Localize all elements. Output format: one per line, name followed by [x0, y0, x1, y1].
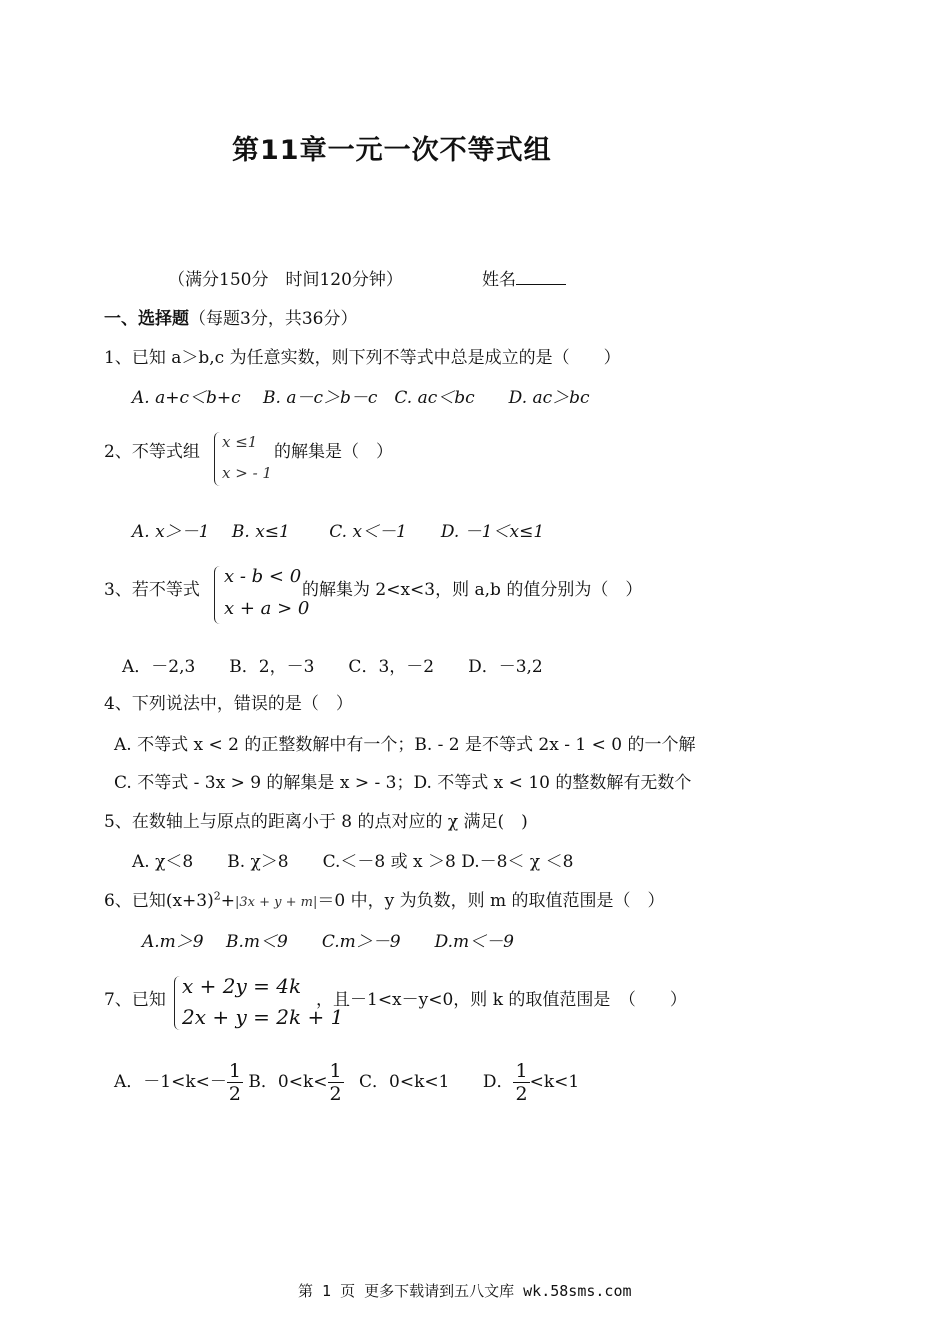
q3-options: A．－2,3 B．2，－3 C．3，－2 D．－3,2 [122, 657, 543, 677]
q2-brace [214, 432, 221, 486]
q7-option-a: A．－1<k<－ [114, 1072, 227, 1092]
section-title: 一、选择题 [104, 309, 189, 329]
q7-eq-2: 2x + y = 2k + 1 [182, 1005, 344, 1029]
q7-frac-a: $\frac{1}{2}$ [228, 1060, 241, 1105]
q7-options [114, 1060, 579, 1105]
q7-option-d-tail: <k<1 [529, 1072, 580, 1092]
exam-info: （满分150分 时间120分钟） [168, 270, 403, 290]
name-field [482, 265, 566, 290]
q2-suffix: 的解集是（ ） [274, 442, 393, 462]
q2-ineq-2: x > - 1 [222, 464, 272, 482]
q6-options: A.m＞9 B.m＜9 C.m＞－9 D.m＜－9 [142, 932, 514, 952]
q5-stem: 5、在数轴上与原点的距离小于 8 的点对应的 χ 满足( ) [104, 812, 528, 832]
q3-ineq-1: x - b < 0 [224, 566, 302, 587]
name-label: 姓名 [482, 270, 516, 290]
q7-eq-1: x + 2y = 4k [182, 974, 302, 998]
page-title: 第11章一元一次不等式组 [232, 135, 552, 166]
q6-prefix: 6、已知(x+3) [104, 891, 214, 911]
q2-prefix: 2、不等式组 [104, 442, 200, 462]
q1-options: A. a+c＜b+c B. a－c＞b－c C. ac＜bc D. ac＞bc [132, 388, 590, 408]
q6-suffix: ＝0 中，y 为负数，则 m 的取值范围是（ ） [317, 891, 665, 911]
name-blank [516, 266, 566, 285]
q7-option-d: D． [482, 1072, 514, 1092]
page-footer: 第 1 页 更多下载请到五八文库 wk.58sms.com [298, 1282, 632, 1300]
q3-brace [214, 566, 221, 624]
q1-stem: 1、已知 a＞b,c 为任意实数，则下列不等式中总是成立的是（ ） [104, 348, 621, 368]
q7-option-b: B．0<k< [248, 1072, 328, 1092]
q7-option-c: C．0<k<1 [359, 1072, 450, 1092]
q3-prefix: 3、若不等式 [104, 580, 200, 600]
q6-stem [104, 886, 665, 911]
q7-brace [174, 976, 181, 1030]
q6-exponent: 2 [213, 889, 221, 903]
q7-frac-b: $\frac{1}{2}$ [329, 1060, 342, 1105]
q6-abs-expr: |3x + y + m| [234, 895, 318, 910]
q7-frac-d: $\frac{1}{2}$ [515, 1060, 528, 1105]
q4-option-ab: A. 不等式 x < 2 的正整数解中有一个；B. - 2 是不等式 2x - 1 < 0 的一个解 [114, 735, 696, 755]
q5-options: A. χ＜8 B. χ＞8 C.＜－8 或 x ＞8 D.－8＜ χ ＜8 [132, 852, 574, 872]
section-heading [104, 304, 357, 329]
q6-plus: + [220, 891, 235, 911]
q7-prefix: 7、已知 [104, 990, 166, 1010]
section-note: （每题3分，共36分） [189, 309, 358, 329]
q4-option-cd: C. 不等式 - 3x > 9 的解集是 x > - 3；D. 不等式 x < 10 的整数解有无数个 [114, 773, 692, 793]
q2-options: A. x＞－1 B. x≤1 C. x＜－1 D. －1＜x≤1 [132, 522, 545, 542]
q7-suffix: ，且－1<x－y<0，则 k 的取值范围是 （ ） [316, 990, 687, 1010]
q2-ineq-1: x ≤1 [222, 433, 258, 451]
q4-stem: 4、下列说法中，错误的是（ ） [104, 694, 353, 714]
q3-suffix: 的解集为 2<x<3，则 a,b 的值分别为（ ） [302, 580, 643, 600]
q3-ineq-2: x + a > 0 [224, 598, 310, 619]
